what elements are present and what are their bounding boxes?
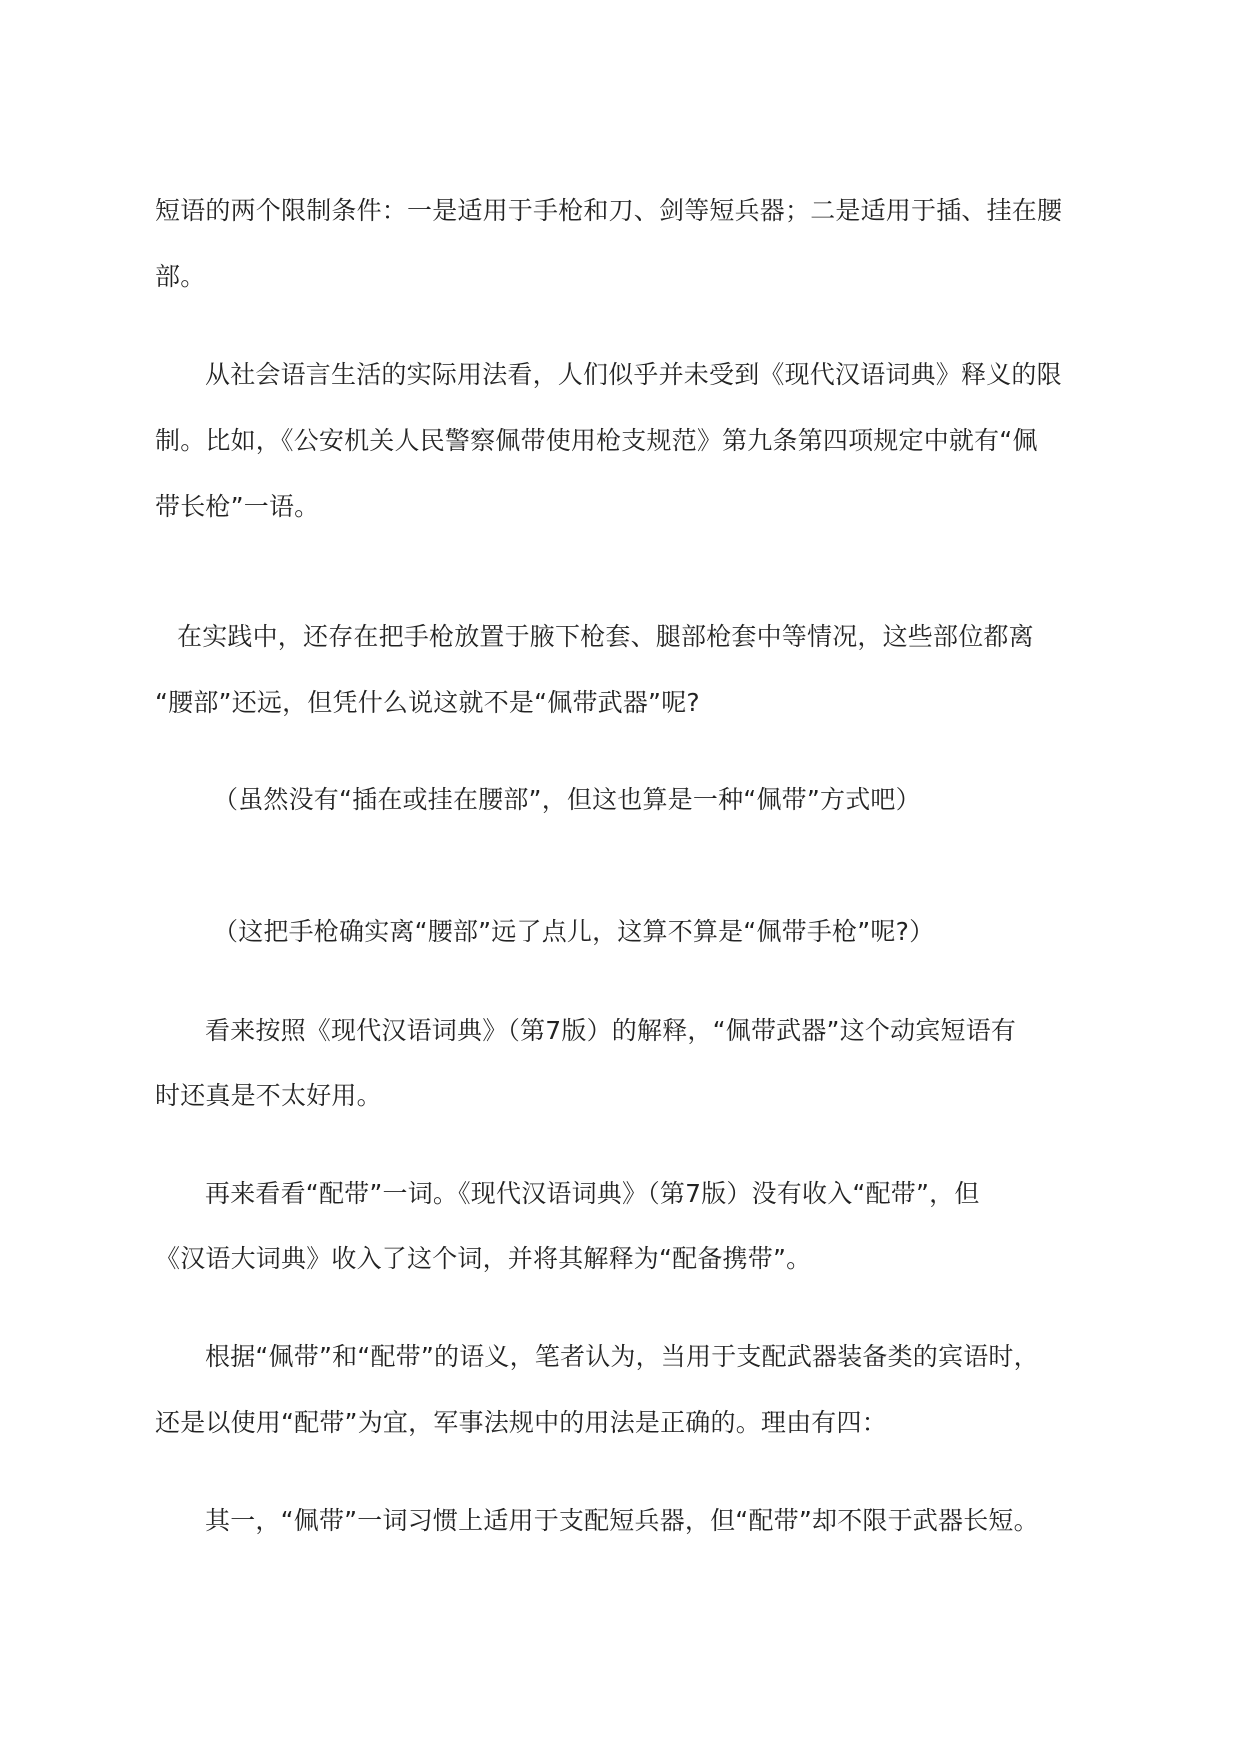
paragraph-line: 《汉语大词典》收入了这个词，并将其解释为“配备携带”。 [155, 1244, 812, 1273]
paragraph-line: 根据“佩带”和“配带”的语义，笔者认为，当用于支配武器装备类的宾语时， [205, 1342, 1039, 1371]
paragraph-line: 看来按照《现代汉语词典》（第7版）的解释，“佩带武器”这个动宾短语有 [205, 1016, 1017, 1045]
paragraph-line: 短语的两个限制条件：一是适用于手枪和刀、剑等短兵器；二是适用于插、挂在腰 [155, 196, 1063, 225]
paragraph-line: 还是以使用“配带”为宜，军事法规中的用法是正确的。理由有四： [155, 1408, 887, 1437]
paragraph-line: 再来看看“配带”一词。《现代汉语词典》（第7版）没有收入“配带”，但 [205, 1179, 980, 1208]
image-caption: （虽然没有“插在或挂在腰部”，但这也算是一种“佩带”方式吧） [213, 785, 921, 814]
paragraph-line: 制。比如，《公安机关人民警察佩带使用枪支规范》第九条第四项规定中就有“佩 [155, 426, 1038, 455]
paragraph-line: “腰部”还远，但凭什么说这就不是“佩带武器”呢? [155, 688, 700, 717]
paragraph-line: 在实践中，还存在把手枪放置于腋下枪套、腿部枪套中等情况，这些部位都离 [177, 622, 1034, 651]
paragraph-line: 其一，“佩带”一词习惯上适用于支配短兵器，但“配带”却不限于武器长短。 [205, 1506, 1039, 1535]
image-caption: （这把手枪确实离“腰部”远了点儿，这算不算是“佩带手枪”呢?） [213, 917, 935, 946]
paragraph-line: 部。 [155, 262, 206, 291]
paragraph-line: 带长枪”一语。 [155, 492, 320, 521]
paragraph-line: 从社会语言生活的实际用法看，人们似乎并未受到《现代汉语词典》释义的限 [205, 360, 1062, 389]
paragraph-line: 时还真是不太好用。 [155, 1081, 382, 1110]
